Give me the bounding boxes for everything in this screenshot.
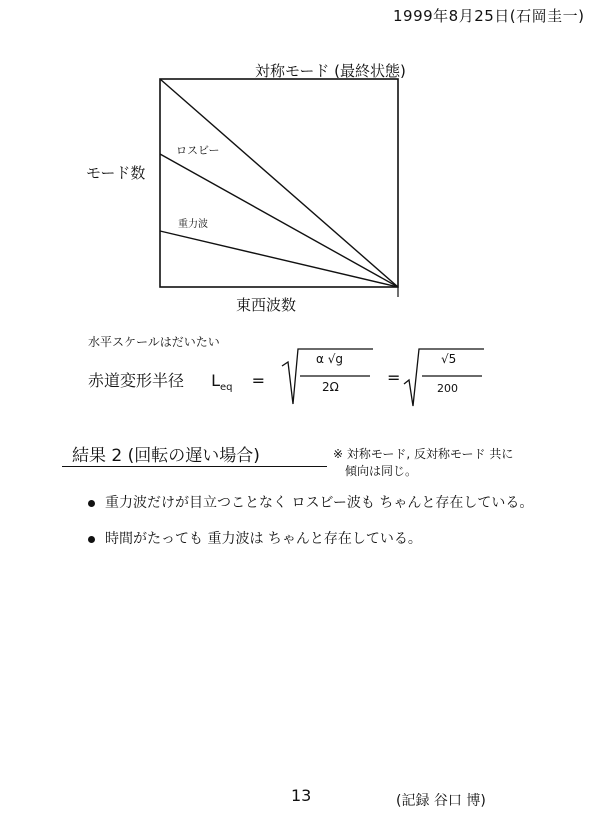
fraction-2-denominator: 200 [437, 382, 458, 395]
bullet-item [88, 528, 422, 548]
gravity-wave-label: 重力波 [178, 219, 208, 230]
figure-title: 対称モード (最終状態) [255, 62, 406, 80]
date-header: 1999年8月25日(石岡圭一) [393, 7, 585, 25]
scale-note: 水平スケールはだいたい [88, 335, 220, 349]
page-number: 13 [291, 786, 312, 805]
gravity-wave-line [160, 231, 398, 287]
symbol-subscript: eq [220, 382, 233, 394]
radius-symbol [211, 371, 233, 394]
fraction-2-numerator: √5 [441, 352, 457, 366]
result-note-line-2: 傾向は同じ。 [345, 464, 418, 478]
radius-term: 赤道変形半径 [88, 371, 185, 390]
rossby-label: ロスビー [176, 144, 220, 157]
fraction-1-numerator: α √g [316, 352, 343, 366]
bullet-text: 重力波だけが目立つことなく ロスビー波も ちゃんと存在している。 [105, 495, 534, 511]
equals-sign-1: = [251, 371, 266, 390]
symbol-l: L [211, 371, 221, 390]
x-axis-label: 東西波数 [236, 296, 297, 314]
diagonal-line [160, 79, 398, 287]
bullet-text: 時間がたっても 重力波は ちゃんと存在している。 [105, 531, 422, 547]
bullet-item [88, 492, 533, 512]
equatorial-radius-label [88, 368, 265, 393]
y-axis-label: モード数 [86, 164, 146, 182]
fraction-1-denominator: 2Ω [322, 380, 339, 394]
result-underline [62, 466, 327, 467]
equals-sign-2: = [387, 368, 401, 387]
bullet-dot-icon [88, 536, 95, 543]
result-note-line-1: ※ 対称モード, 反対称モード 共に [333, 447, 514, 461]
recorder-credit: (記録 谷口 博) [396, 793, 486, 809]
bullet-dot-icon [88, 500, 95, 507]
result-heading: 結果 2 (回転の遅い場合) [72, 446, 260, 466]
